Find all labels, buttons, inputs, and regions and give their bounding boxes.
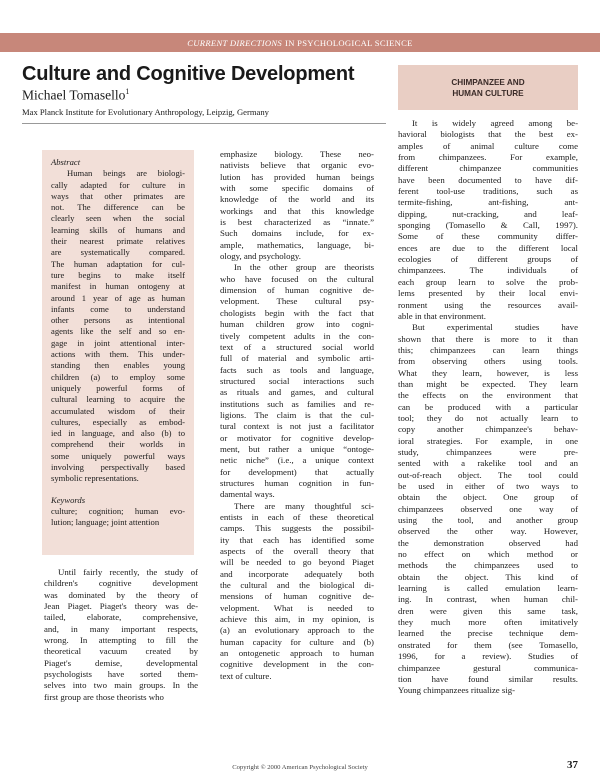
text-line: 1996, for a review). Studies of xyxy=(398,651,578,662)
text-line: nativists believe that organic evo- xyxy=(220,160,374,171)
text-line: tion have found similar results. xyxy=(398,673,578,684)
text-line: lution; language; joint attention xyxy=(51,517,160,528)
body-column-2 xyxy=(220,149,374,682)
text-line: children's cognitive development xyxy=(44,578,198,589)
text-line: manifest in human ontogeny at xyxy=(51,281,185,292)
text-line: not. The difference can be xyxy=(51,202,185,213)
text-line: ment, but rather a unique “ontoge- xyxy=(220,443,374,454)
abstract-box xyxy=(42,150,194,555)
text-line: wrong. In attempting to fill the xyxy=(44,635,198,646)
text-line: clearly seen when the social xyxy=(51,213,185,224)
text-line: amples of animal culture come xyxy=(398,140,578,151)
keywords-label: Keywords xyxy=(51,494,86,505)
text-line: emphasize biology. These neo- xyxy=(220,149,374,159)
text-line: agents like the self and so en- xyxy=(51,326,185,337)
text-line: netic niche” (i.e., a unique context xyxy=(220,455,374,466)
text-line: chologists begin with the fact that xyxy=(220,307,374,318)
text-line: ences are due to the different local xyxy=(398,242,578,253)
text-line: able in that environment. xyxy=(398,310,486,321)
text-line: termite-fishing, ant-fishing, ant- xyxy=(398,197,578,208)
text-line: ligions. The claim is that the cul- xyxy=(220,409,374,420)
text-line: from chimpanzees. For example, xyxy=(398,152,578,163)
text-line: or motivator for cognitive develop- xyxy=(220,432,374,443)
text-line: Such domains include, for ex- xyxy=(220,228,374,239)
text-line: Young chimpanzees ritualize sig- xyxy=(398,685,516,696)
text-line: and incorporate adequately both xyxy=(220,568,374,579)
text-line: cultures, especially as embod- xyxy=(51,416,185,427)
text-line: sented with a rakelike tool and an xyxy=(398,458,578,469)
sidebar-heading xyxy=(398,65,578,110)
text-line: accumulated wisdom of their xyxy=(51,405,185,416)
text-line: first group are those theorists who xyxy=(44,691,164,702)
text-line: ing. In contrast, when human chil- xyxy=(398,594,578,605)
abstract-text xyxy=(51,168,185,484)
page-number: 37 xyxy=(567,759,578,771)
text-line: from observing others using tools. xyxy=(398,356,578,367)
text-line: workings and that this knowledge xyxy=(220,205,374,216)
text-line: around 1 year of age as human xyxy=(51,292,185,303)
text-line: lems presented by their local envi- xyxy=(398,288,578,299)
text-line: culture; cognition; human evo- xyxy=(51,505,185,516)
text-line: institutions such as families and re- xyxy=(220,398,374,409)
text-line: tool; they do not actually learn to xyxy=(398,412,578,423)
text-line: cultural learning to acquire the xyxy=(51,394,185,405)
text-line: achieve this aim, in my opinion, is xyxy=(220,614,374,625)
text-line: onstrated for them (see Tomasello, xyxy=(398,639,578,650)
text-line: Until fairly recently, the study of xyxy=(58,567,198,577)
text-line: standing then enables young xyxy=(51,360,185,371)
text-line: chimpanzees observed one way of xyxy=(398,503,578,514)
text-line: the cultural and the biological di- xyxy=(220,580,374,591)
text-line: be used in either of two ways to xyxy=(398,481,578,491)
sidebar-column xyxy=(398,118,578,697)
text-line: out-of-reach object. The tool could xyxy=(398,469,578,480)
text-line: have been documented to have dif- xyxy=(398,174,578,185)
text-line: mensions of human cognitive de- xyxy=(220,591,374,602)
sidebar-heading-line: HUMAN CULTURE xyxy=(452,88,524,98)
text-line: with some specific domains of xyxy=(220,183,374,194)
text-line: knowledge of the world and its xyxy=(220,194,374,205)
text-line: other persons as intentional xyxy=(51,315,185,326)
text-line: symbolic representations. xyxy=(51,473,139,484)
text-line: Piaget's demise, developmental xyxy=(44,657,198,668)
text-line: children (a) to employ some xyxy=(51,371,185,382)
text-line: tively competent adults in the con- xyxy=(220,330,374,341)
text-line: tailed, elaborate, comprehensive, xyxy=(44,612,198,623)
text-line: can be produced with a particular xyxy=(398,401,578,412)
text-line: than might be expected. They learn xyxy=(398,378,578,389)
text-line: uniquely powerful forms of xyxy=(51,382,185,393)
text-line: sponging (Tomasello & Call, 1997). xyxy=(398,220,578,231)
text-line: Human beings are biologi- xyxy=(67,168,185,179)
title-divider xyxy=(22,123,386,124)
author-footnote-mark: 1 xyxy=(125,87,130,96)
text-line: actions with them. This under- xyxy=(51,349,185,360)
text-line: comprehend their worlds in xyxy=(51,439,185,450)
text-line: entists in each of these theoretical xyxy=(220,512,374,522)
text-line: The human adaptation for cul- xyxy=(51,258,185,269)
text-line: an ontogenetic approach to human xyxy=(220,648,374,659)
text-line: dipping, nut-cracking, and leaf- xyxy=(398,208,578,219)
text-line: the effects on the environment that xyxy=(398,390,578,401)
text-line: who have focused on the cultural xyxy=(220,273,374,284)
text-line: text of a structured social world xyxy=(220,341,374,352)
text-line: copy another chimpanzee's behav- xyxy=(398,424,578,435)
text-line: lution has provided human beings xyxy=(220,171,374,182)
text-line: using the tool, and another group xyxy=(398,515,578,526)
text-line: ample, mathematics, language, bi- xyxy=(220,239,374,250)
text-line: full of material and symbolic arti- xyxy=(220,353,374,364)
text-line: dren were given this same task, xyxy=(398,605,578,616)
text-line: is best characterized as “innate.” xyxy=(220,217,374,228)
text-line: ology, and psychology. xyxy=(220,251,301,262)
journal-header-bar xyxy=(0,33,600,52)
text-line: learning skills of humans and xyxy=(51,224,185,235)
text-line: methods the chimpanzees used to xyxy=(398,560,578,571)
text-line: dimension of human cognitive de- xyxy=(220,285,374,296)
text-line: will be needed to go beyond Piaget xyxy=(220,557,374,568)
text-line: study, chimpanzees were pre- xyxy=(398,446,578,457)
text-line: their nearest primate relatives xyxy=(51,236,185,247)
text-line: gage in joint attentional inter- xyxy=(51,337,185,348)
text-line: structured social interactions such xyxy=(220,375,374,386)
text-line: cally adapted for culture in xyxy=(51,179,185,190)
text-line: ioral strategies. For example, in one xyxy=(398,435,578,446)
text-line: velopment. What is needed to xyxy=(220,602,374,613)
text-line: ture begins to make itself xyxy=(51,269,185,280)
text-line: infants come to understand xyxy=(51,303,185,314)
text-line: observed the other way. However, xyxy=(398,526,578,537)
text-line: cognitive development in the con- xyxy=(220,659,374,670)
text-line: aspects of the overall theory that xyxy=(220,546,374,557)
text-line: In the other group are theorists xyxy=(234,262,374,273)
text-line: chimpanzees. The individuals of xyxy=(398,265,578,276)
text-line: selves into two main groups. In the xyxy=(44,680,198,691)
text-line: It is widely agreed among be- xyxy=(412,118,578,128)
text-line: There are many thoughtful sci- xyxy=(234,500,374,511)
copyright-footer: Copyright © 2000 American Psychological Society xyxy=(232,764,368,771)
text-line: ferent tool-use traditions, such as xyxy=(398,186,578,197)
text-line: obtain the object. This kind of xyxy=(398,571,578,582)
text-line: no effect on which method or xyxy=(398,549,578,560)
text-line: human capacity for culture and (b) xyxy=(220,636,374,647)
text-line: learning is called emulation learn- xyxy=(398,583,578,594)
text-line: as rituals and games, and cultural xyxy=(220,387,374,398)
text-line: What they learn, however, is less xyxy=(398,367,578,378)
text-line: (a) an evolutionary approach to the xyxy=(220,625,374,636)
text-line: ied in language, and also (b) to xyxy=(51,428,185,439)
text-line: psychologists have sorted them- xyxy=(44,669,198,680)
text-line: shown that there is more to it than xyxy=(398,333,578,344)
text-line: Some of these community differ- xyxy=(398,231,578,242)
author-line xyxy=(22,87,129,104)
text-line: different chimpanzee communities xyxy=(398,163,578,174)
text-line: tural context is not just a facilitator xyxy=(220,421,374,432)
text-line: havioral biologists that the best ex- xyxy=(398,129,578,140)
text-line: camps. This suggests the possibil- xyxy=(220,523,374,534)
journal-name: IN PSYCHOLOGICAL SCIENCE xyxy=(285,37,413,48)
text-line: obtain the object. One group of xyxy=(398,492,578,503)
text-line: theoretical vacuum created by xyxy=(44,646,198,657)
article-title: Culture and Cognitive Development xyxy=(22,63,355,85)
text-line: each group learn to solve the prob- xyxy=(398,276,578,287)
text-line: learned the precise technique dem- xyxy=(398,628,578,639)
text-line: ronment using the resources avail- xyxy=(398,299,578,310)
abstract-label: Abstract xyxy=(51,157,81,167)
author-name: Michael Tomasello xyxy=(22,87,126,103)
sidebar-heading-line: CHIMPANZEE AND xyxy=(451,77,525,87)
text-line: the demonstration observed had xyxy=(398,537,578,548)
text-line: for development) that actually xyxy=(220,466,374,477)
text-line: this; chimpanzees can learn things xyxy=(398,344,578,355)
body-column-1 xyxy=(44,567,198,703)
text-line: involving perspectivally based xyxy=(51,462,185,473)
text-line: Jean Piaget. Piaget's theory was de- xyxy=(44,601,198,612)
text-line: facts such as tools and language, xyxy=(220,364,374,375)
text-line: they much more often imitatively xyxy=(398,617,578,628)
text-line: was dominated by the theory of xyxy=(44,589,198,600)
text-line: ways that other primates are xyxy=(51,190,185,201)
text-line: some uniquely powerful ways xyxy=(51,450,185,461)
text-line: human children grow into cogni- xyxy=(220,319,374,330)
text-line: are systematically compared. xyxy=(51,247,185,258)
text-line: and, in many important respects, xyxy=(44,623,198,634)
text-line: ity that each has identified some xyxy=(220,534,374,545)
text-line: ecologies of different groups of xyxy=(398,254,578,265)
journal-series: CURRENT DIRECTIONS xyxy=(187,37,283,48)
text-line: text of culture. xyxy=(220,670,272,681)
keywords-text xyxy=(51,506,185,529)
text-line: damental ways. xyxy=(220,489,275,500)
text-line: chimpanzee gestural communica- xyxy=(398,662,578,673)
text-line: But experimental studies have xyxy=(412,322,578,333)
text-line: structures human cognition in fun- xyxy=(220,477,374,488)
author-affiliation: Max Planck Institute for Evolutionary Anthropology, Leipzig, Germany xyxy=(22,107,269,117)
text-line: velopment. These cultural psy- xyxy=(220,296,374,307)
